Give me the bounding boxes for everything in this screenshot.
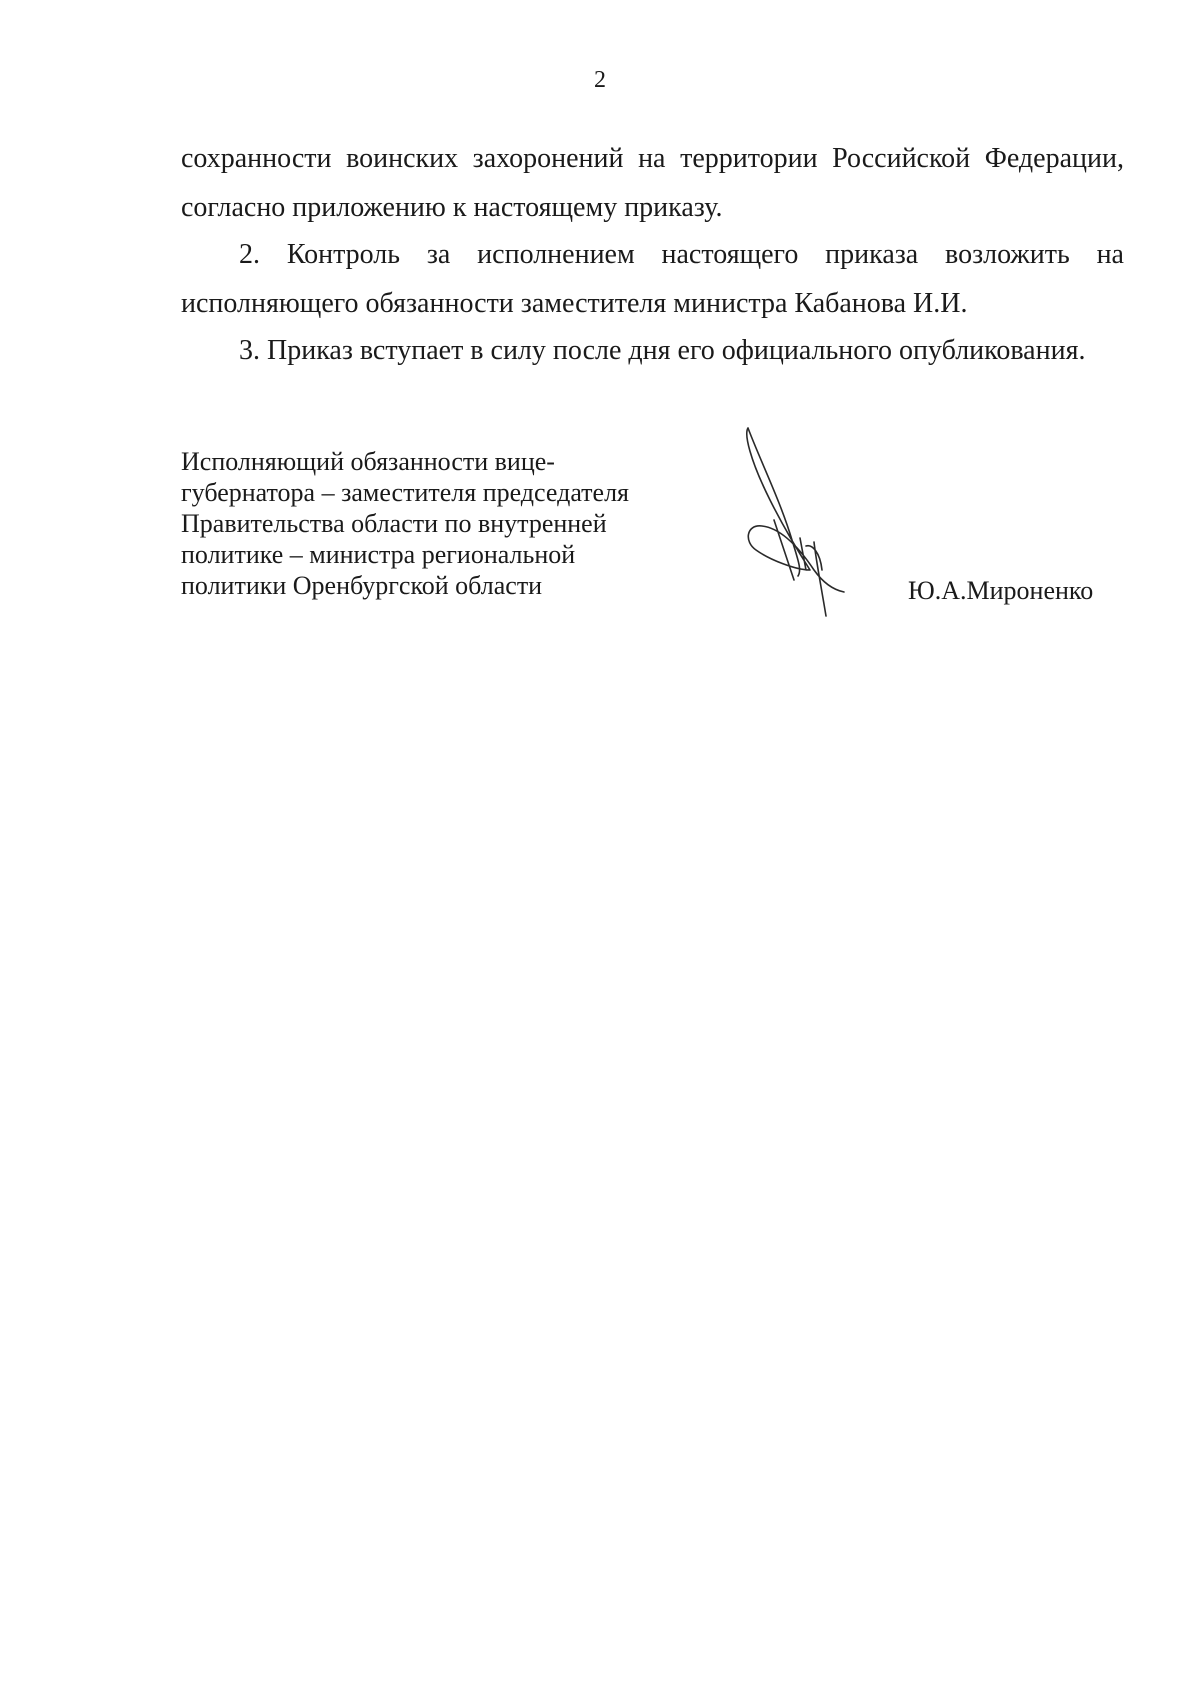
paragraph-line: исполняющего обязанности заместителя министра Кабанова И.И. — [181, 288, 968, 319]
paragraph-continuation — [181, 134, 1124, 232]
signer-title-line: политике – министра региональной — [181, 540, 576, 569]
page-number: 2 — [594, 67, 606, 93]
paragraph-line: сохранности воинских захоронений на территории Российской Федерации, — [181, 143, 1124, 174]
paragraph-line: 2. Контроль за исполнением настоящего приказа возложить на — [239, 239, 1124, 270]
paragraph-line: согласно приложению к настоящему приказу. — [181, 192, 723, 223]
handwritten-signature — [740, 420, 860, 620]
signer-title-line: Исполняющий обязанности вице- — [181, 447, 555, 476]
paragraph-item-2 — [181, 230, 1124, 328]
paragraph-item-3: 3. Приказ вступает в силу после дня его официального опубликования. — [239, 335, 1086, 366]
signer-title-line: губернатора – заместителя председателя — [181, 478, 630, 507]
signer-title-line: Правительства области по внутренней — [181, 509, 607, 538]
signer-name: Ю.А.Мироненко — [908, 576, 1094, 605]
signer-title-line: политики Оренбургской области — [181, 571, 543, 600]
signer-title — [181, 446, 701, 601]
